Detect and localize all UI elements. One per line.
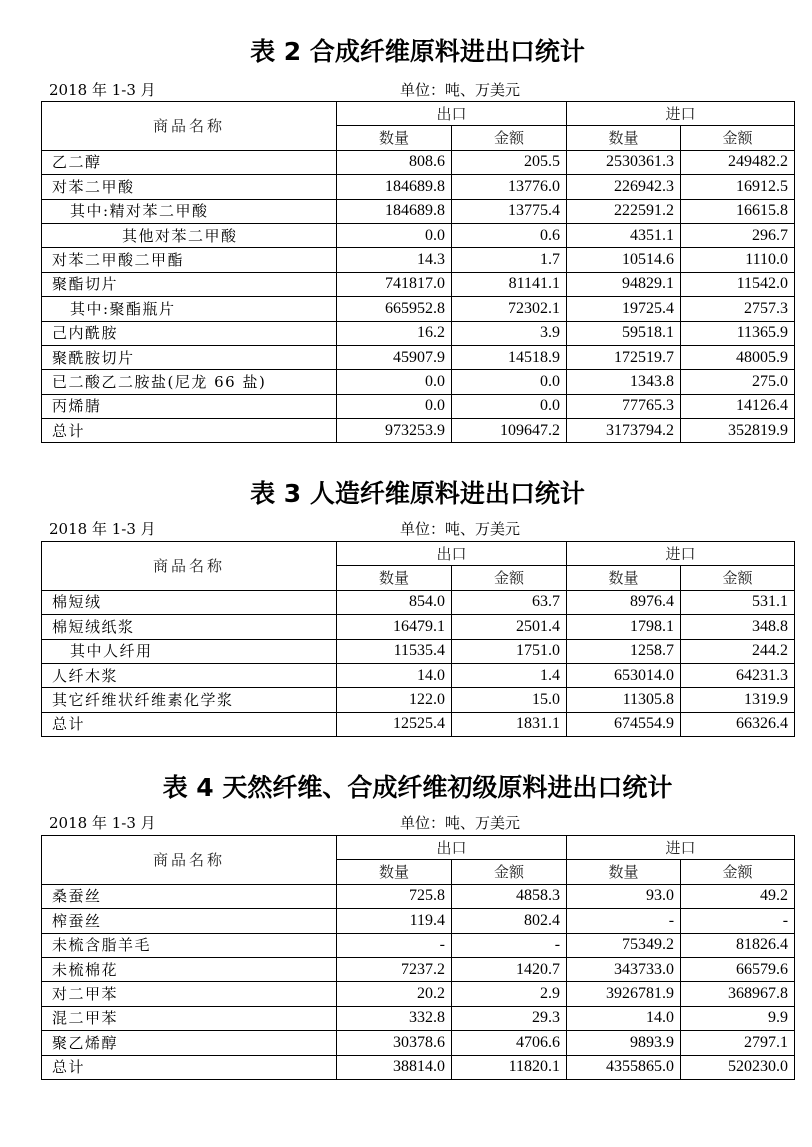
- table-row: [42, 982, 795, 1006]
- import-amt-cell: 11365.9: [681, 321, 795, 345]
- import-qty-cell: 75349.2: [567, 933, 681, 957]
- export-qty-cell: 184689.8: [337, 175, 452, 199]
- table-row: [42, 321, 795, 345]
- product-name-cell: 丙烯腈: [42, 394, 337, 418]
- product-name-cell: 聚乙烯醇: [42, 1031, 337, 1055]
- export-amt-cell: 0.0: [452, 394, 567, 418]
- import-qty-cell: 1258.7: [567, 639, 681, 663]
- import-amt-cell: 16912.5: [681, 175, 795, 199]
- import-amt-cell: 520230.0: [681, 1055, 795, 1079]
- product-name-cell: 棉短绒: [42, 590, 337, 614]
- import-qty-cell: 19725.4: [567, 297, 681, 321]
- export-qty-cell: 184689.8: [337, 199, 452, 223]
- import-qty-cell: 222591.2: [567, 199, 681, 223]
- table-title: 表 2 合成纤维原料进出口统计: [250, 37, 585, 66]
- export-amt-cell: 2.9: [452, 982, 567, 1006]
- header-export: 出口: [337, 542, 567, 566]
- table-row: [42, 884, 795, 908]
- export-qty-cell: 854.0: [337, 590, 452, 614]
- product-name-cell: 未梳棉花: [42, 957, 337, 981]
- import-amt-cell: 249482.2: [681, 150, 795, 174]
- export-qty-cell: 808.6: [337, 150, 452, 174]
- product-name-cell: 其中:聚酯瓶片: [42, 297, 337, 321]
- export-amt-cell: 4858.3: [452, 884, 567, 908]
- table-row: [42, 688, 795, 712]
- export-qty-cell: 14.0: [337, 663, 452, 687]
- import-amt-cell: 1110.0: [681, 248, 795, 272]
- product-name-cell: 其它纤维状纤维素化学浆: [42, 688, 337, 712]
- header-import-qty: 数量: [567, 860, 681, 884]
- table-row: [42, 223, 795, 247]
- total-row: [42, 712, 795, 736]
- import-amt-cell: 9.9: [681, 1006, 795, 1030]
- data-table: [41, 541, 795, 737]
- table-meta: [41, 813, 794, 833]
- export-qty-cell: 0.0: [337, 370, 452, 394]
- product-name-cell: 己内酰胺: [42, 321, 337, 345]
- product-name-cell: 对苯二甲酸: [42, 175, 337, 199]
- product-name-cell: 桑蚕丝: [42, 884, 337, 908]
- header-export-amt: 金额: [452, 860, 567, 884]
- table-row: [42, 370, 795, 394]
- export-amt-cell: 1831.1: [452, 712, 567, 736]
- import-amt-cell: 275.0: [681, 370, 795, 394]
- export-amt-cell: 29.3: [452, 1006, 567, 1030]
- product-name-cell: 总计: [42, 1055, 337, 1079]
- export-qty-cell: 38814.0: [337, 1055, 452, 1079]
- import-qty-cell: 226942.3: [567, 175, 681, 199]
- header-export-qty: 数量: [337, 860, 452, 884]
- header-product-name: 商品名称: [42, 102, 337, 151]
- header-export-amt: 金额: [452, 126, 567, 150]
- export-qty-cell: 16.2: [337, 321, 452, 345]
- export-qty-cell: 973253.9: [337, 419, 452, 443]
- import-qty-cell: 1798.1: [567, 615, 681, 639]
- import-amt-cell: 14126.4: [681, 394, 795, 418]
- export-amt-cell: 81141.1: [452, 272, 567, 296]
- import-amt-cell: 81826.4: [681, 933, 795, 957]
- total-row: [42, 419, 795, 443]
- table-row: [42, 615, 795, 639]
- export-qty-cell: 665952.8: [337, 297, 452, 321]
- import-amt-cell: 66326.4: [681, 712, 795, 736]
- product-name-cell: 其中:精对苯二甲酸: [42, 199, 337, 223]
- product-name-cell: 总计: [42, 712, 337, 736]
- header-export-amt: 金额: [452, 566, 567, 590]
- import-amt-cell: 368967.8: [681, 982, 795, 1006]
- import-qty-cell: 674554.9: [567, 712, 681, 736]
- import-amt-cell: 1319.9: [681, 688, 795, 712]
- export-qty-cell: 30378.6: [337, 1031, 452, 1055]
- header-import-qty: 数量: [567, 126, 681, 150]
- product-name-cell: 其中人纤用: [42, 639, 337, 663]
- import-amt-cell: 66579.6: [681, 957, 795, 981]
- data-table: [41, 835, 795, 1080]
- export-qty-cell: -: [337, 933, 452, 957]
- header-import-qty: 数量: [567, 566, 681, 590]
- import-qty-cell: 59518.1: [567, 321, 681, 345]
- import-qty-cell: 9893.9: [567, 1031, 681, 1055]
- product-name-cell: 乙二醇: [42, 150, 337, 174]
- export-amt-cell: 11820.1: [452, 1055, 567, 1079]
- product-name-cell: 对苯二甲酸二甲酯: [42, 248, 337, 272]
- header-product-name: 商品名称: [42, 542, 337, 591]
- import-amt-cell: 64231.3: [681, 663, 795, 687]
- header-product-name: 商品名称: [42, 836, 337, 885]
- export-amt-cell: 3.9: [452, 321, 567, 345]
- table-row: [42, 150, 795, 174]
- export-amt-cell: 0.6: [452, 223, 567, 247]
- import-amt-cell: 2797.1: [681, 1031, 795, 1055]
- import-qty-cell: 8976.4: [567, 590, 681, 614]
- export-amt-cell: 63.7: [452, 590, 567, 614]
- import-qty-cell: 3926781.9: [567, 982, 681, 1006]
- export-qty-cell: 122.0: [337, 688, 452, 712]
- table-row: [42, 272, 795, 296]
- import-amt-cell: 531.1: [681, 590, 795, 614]
- export-amt-cell: 802.4: [452, 909, 567, 933]
- table-row: [42, 909, 795, 933]
- export-qty-cell: 7237.2: [337, 957, 452, 981]
- import-amt-cell: 352819.9: [681, 419, 795, 443]
- header-export: 出口: [337, 836, 567, 860]
- export-amt-cell: 0.0: [452, 370, 567, 394]
- table-row: [42, 345, 795, 369]
- product-name-cell: 总计: [42, 419, 337, 443]
- unit-label: 单位：吨、万美元: [400, 520, 521, 538]
- header-import: 进口: [567, 102, 795, 126]
- table-body: [42, 884, 795, 1079]
- table-row: [42, 394, 795, 418]
- import-qty-cell: 10514.6: [567, 248, 681, 272]
- header-import: 进口: [567, 836, 795, 860]
- export-amt-cell: 13776.0: [452, 175, 567, 199]
- import-qty-cell: 11305.8: [567, 688, 681, 712]
- import-qty-cell: 14.0: [567, 1006, 681, 1030]
- export-qty-cell: 119.4: [337, 909, 452, 933]
- product-name-cell: 未梳含脂羊毛: [42, 933, 337, 957]
- table-title: 表 4 天然纤维、合成纤维初级原料进出口统计: [162, 773, 673, 802]
- export-amt-cell: -: [452, 933, 567, 957]
- export-amt-cell: 1.4: [452, 663, 567, 687]
- product-name-cell: 对二甲苯: [42, 982, 337, 1006]
- export-amt-cell: 1.7: [452, 248, 567, 272]
- export-qty-cell: 725.8: [337, 884, 452, 908]
- export-amt-cell: 1751.0: [452, 639, 567, 663]
- table-meta: [41, 80, 794, 100]
- import-qty-cell: -: [567, 909, 681, 933]
- export-qty-cell: 741817.0: [337, 272, 452, 296]
- export-amt-cell: 15.0: [452, 688, 567, 712]
- table-row: [42, 1006, 795, 1030]
- table-row: [42, 297, 795, 321]
- export-amt-cell: 14518.9: [452, 345, 567, 369]
- import-qty-cell: 3173794.2: [567, 419, 681, 443]
- table-title: 表 3 人造纤维原料进出口统计: [250, 479, 585, 508]
- unit-label: 单位：吨、万美元: [400, 81, 521, 99]
- export-qty-cell: 0.0: [337, 394, 452, 418]
- export-qty-cell: 332.8: [337, 1006, 452, 1030]
- export-amt-cell: 2501.4: [452, 615, 567, 639]
- table-body: [42, 150, 795, 443]
- period-label: 2018 年 1-3 月: [49, 81, 156, 99]
- header-export-qty: 数量: [337, 126, 452, 150]
- total-row: [42, 1055, 795, 1079]
- import-amt-cell: 11542.0: [681, 272, 795, 296]
- import-qty-cell: 653014.0: [567, 663, 681, 687]
- product-name-cell: 其他对苯二甲酸: [42, 223, 337, 247]
- import-amt-cell: 16615.8: [681, 199, 795, 223]
- product-name-cell: 棉短绒纸浆: [42, 615, 337, 639]
- data-table: [41, 101, 795, 443]
- import-amt-cell: 2757.3: [681, 297, 795, 321]
- import-amt-cell: 48005.9: [681, 345, 795, 369]
- export-qty-cell: 11535.4: [337, 639, 452, 663]
- export-amt-cell: 205.5: [452, 150, 567, 174]
- period-label: 2018 年 1-3 月: [49, 520, 156, 538]
- product-name-cell: 已二酸乙二胺盐(尼龙 66 盐): [42, 370, 337, 394]
- product-name-cell: 榨蚕丝: [42, 909, 337, 933]
- product-name-cell: 混二甲苯: [42, 1006, 337, 1030]
- import-amt-cell: 244.2: [681, 639, 795, 663]
- import-amt-cell: 348.8: [681, 615, 795, 639]
- import-qty-cell: 1343.8: [567, 370, 681, 394]
- header-export: 出口: [337, 102, 567, 126]
- import-qty-cell: 343733.0: [567, 957, 681, 981]
- header-import-amt: 金额: [681, 126, 795, 150]
- product-name-cell: 聚酯切片: [42, 272, 337, 296]
- export-qty-cell: 45907.9: [337, 345, 452, 369]
- period-label: 2018 年 1-3 月: [49, 814, 156, 832]
- table-row: [42, 248, 795, 272]
- header-import: 进口: [567, 542, 795, 566]
- table-row: [42, 639, 795, 663]
- table-row: [42, 175, 795, 199]
- table-row: [42, 1031, 795, 1055]
- export-qty-cell: 14.3: [337, 248, 452, 272]
- product-name-cell: 人纤木浆: [42, 663, 337, 687]
- export-amt-cell: 4706.6: [452, 1031, 567, 1055]
- header-import-amt: 金额: [681, 566, 795, 590]
- import-amt-cell: 296.7: [681, 223, 795, 247]
- import-qty-cell: 94829.1: [567, 272, 681, 296]
- table-row: [42, 663, 795, 687]
- export-qty-cell: 0.0: [337, 223, 452, 247]
- table-row: [42, 957, 795, 981]
- export-amt-cell: 1420.7: [452, 957, 567, 981]
- header-import-amt: 金额: [681, 860, 795, 884]
- table-meta: [41, 519, 794, 539]
- export-qty-cell: 20.2: [337, 982, 452, 1006]
- table-row: [42, 199, 795, 223]
- table-body: [42, 590, 795, 736]
- table-row: [42, 590, 795, 614]
- import-amt-cell: -: [681, 909, 795, 933]
- import-qty-cell: 4355865.0: [567, 1055, 681, 1079]
- export-amt-cell: 109647.2: [452, 419, 567, 443]
- table-row: [42, 933, 795, 957]
- header-export-qty: 数量: [337, 566, 452, 590]
- export-amt-cell: 13775.4: [452, 199, 567, 223]
- export-qty-cell: 16479.1: [337, 615, 452, 639]
- product-name-cell: 聚酰胺切片: [42, 345, 337, 369]
- import-qty-cell: 93.0: [567, 884, 681, 908]
- unit-label: 单位：吨、万美元: [400, 814, 521, 832]
- export-qty-cell: 12525.4: [337, 712, 452, 736]
- export-amt-cell: 72302.1: [452, 297, 567, 321]
- import-qty-cell: 4351.1: [567, 223, 681, 247]
- import-qty-cell: 2530361.3: [567, 150, 681, 174]
- import-qty-cell: 77765.3: [567, 394, 681, 418]
- import-qty-cell: 172519.7: [567, 345, 681, 369]
- import-amt-cell: 49.2: [681, 884, 795, 908]
